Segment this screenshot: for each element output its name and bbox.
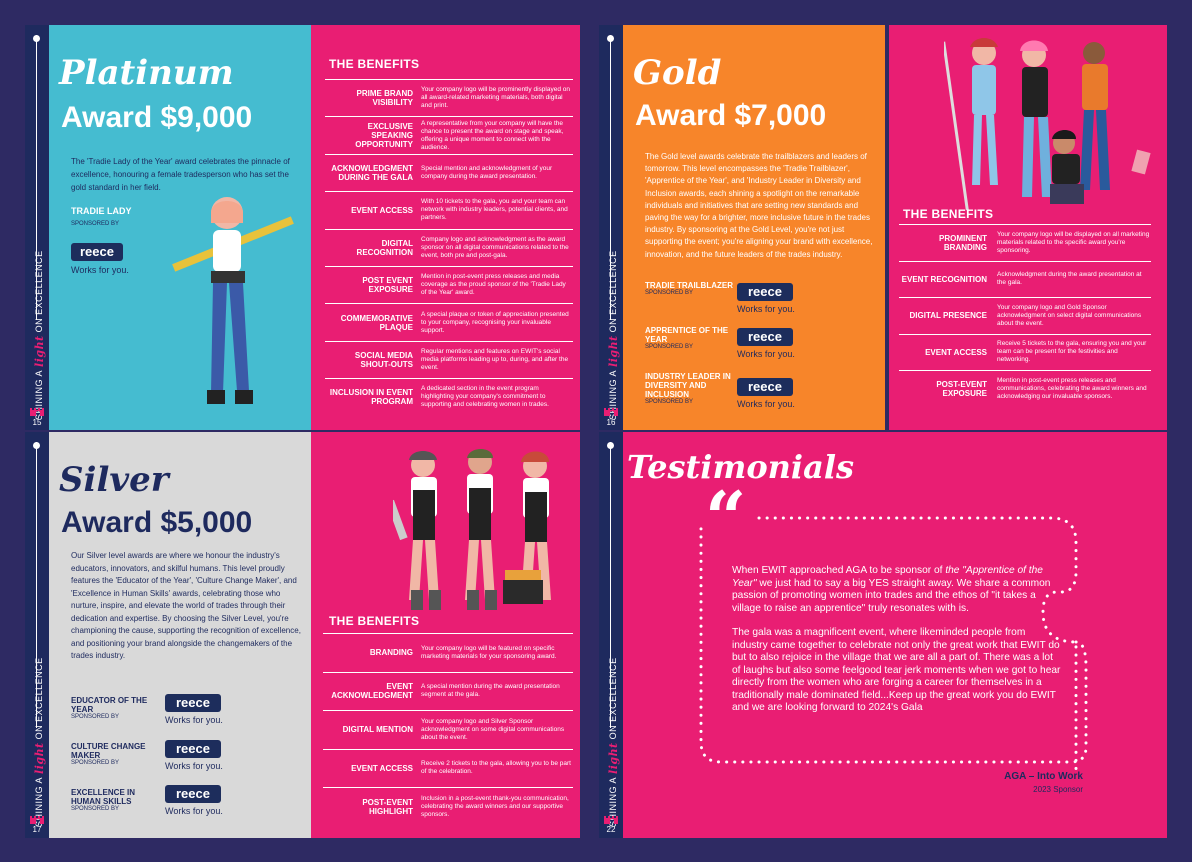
benefit-row bbox=[325, 378, 573, 415]
sponsor-category: INDUSTRY LEADER IN DIVERSITY AND INCLUSION SPONSORED BY bbox=[645, 372, 731, 405]
benefits-title: THE BENEFITS bbox=[329, 614, 420, 628]
platinum-benefits-panel bbox=[311, 25, 580, 430]
benefit-row bbox=[325, 266, 573, 303]
page-spine bbox=[599, 432, 623, 838]
tier-title: Silver bbox=[59, 460, 169, 500]
reece-logo: reece bbox=[71, 243, 123, 261]
benefit-row bbox=[899, 297, 1151, 334]
benefit-label: PROMINENT BRANDING bbox=[939, 233, 987, 252]
spine-dot bbox=[33, 35, 40, 42]
page-gold bbox=[599, 25, 1167, 430]
benefit-label: EVENT ACCESS bbox=[351, 205, 413, 215]
benefit-label: EVENT ACCESS bbox=[925, 347, 987, 357]
silver-intro-panel bbox=[49, 432, 311, 838]
benefit-description: Your company logo will be featured on specific marketing materials for your sponsoring award. bbox=[421, 644, 557, 660]
benefits-title: THE BENEFITS bbox=[903, 207, 994, 221]
quote-mark-icon: “ bbox=[705, 475, 747, 560]
reece-tagline: Works for you. bbox=[165, 715, 223, 725]
benefit-row bbox=[323, 749, 573, 788]
reece-tagline: Works for you. bbox=[737, 349, 795, 359]
castle-icon bbox=[603, 813, 619, 824]
spine-slogan: SHINING A light ON EXCELLENCE bbox=[32, 250, 46, 420]
reece-logo: reece bbox=[737, 283, 793, 301]
page-spine bbox=[25, 432, 49, 838]
benefit-description: Receive 2 tickets to the gala, allowing you to be part of the celebration. bbox=[421, 760, 571, 776]
spine-slogan: SHINING A light ON EXCELLENCE bbox=[606, 250, 620, 420]
benefit-description: Mention in post-event press releases and media coverage as the proud sponsor of the 'Tradie Lady of the Year' award. bbox=[421, 273, 566, 297]
spine-dot bbox=[607, 442, 614, 449]
benefit-label: EXCLUSIVE SPEAKING OPPORTUNITY bbox=[355, 122, 413, 150]
spine-slogan: SHINING A light ON EXCELLENCE bbox=[606, 657, 620, 827]
testimonial-paragraph-2: The gala was a magnificent event, where likeminded people from industry came together to celebrate not only the great work that EWIT do but to also rejoice in the village that we are all a part of. There was a lot of laughs but also some feelgood tear jerk moments when we got to hear directly from the women who are forging a career for themselves in a traditionally male dominated field...Keep up the great work you do EWIT and we are looking forward to 2024's Gala bbox=[732, 627, 1061, 713]
sponsor-category: EDUCATOR OF THE YEAR SPONSORED BY bbox=[71, 696, 148, 720]
benefit-row bbox=[325, 341, 573, 378]
benefit-label: ACKNOWLEDGMENT DURING THE GALA bbox=[331, 163, 413, 182]
benefit-row bbox=[325, 303, 573, 340]
sponsor-category: TRADIE TRAILBLAZER SPONSORED BY bbox=[645, 281, 733, 296]
benefit-description: Your company logo will be prominently displayed on all award-related marketing materials, both digital and print. bbox=[421, 86, 570, 110]
benefit-label: EVENT ACCESS bbox=[351, 763, 413, 773]
benefit-description: Acknowledgment during the award presentation at the gala. bbox=[997, 271, 1142, 287]
sponsor-category: TRADIE LADY SPONSORED BY bbox=[71, 206, 132, 227]
benefit-label: DIGITAL RECOGNITION bbox=[356, 238, 413, 257]
page-number: 15 bbox=[32, 418, 42, 427]
benefit-description: Inclusion in a post-event thank-you communication, celebrating the award winners and our supportive sponsors. bbox=[421, 794, 569, 818]
benefit-label: POST EVENT EXPOSURE bbox=[362, 276, 413, 295]
benefit-description: A dedicated section in the event program highlighting your company's commitment to supporting and celebrating women in trades. bbox=[421, 385, 549, 409]
reece-logo: reece bbox=[165, 785, 221, 803]
platinum-intro-panel bbox=[49, 25, 311, 430]
benefit-row bbox=[899, 261, 1151, 298]
benefit-description: Your company logo will be displayed on all marketing materials related to the specific award you're sponsoring. bbox=[997, 230, 1150, 254]
page-spine bbox=[599, 25, 623, 430]
benefit-label: POST-EVENT HIGHLIGHT bbox=[362, 797, 413, 816]
reece-tagline: Works for you. bbox=[737, 304, 795, 314]
benefit-description: Mention in post-event press releases and communications, celebrating the award winners and acknowledging our invaluable sponsors. bbox=[997, 376, 1147, 400]
sponsor-category: CULTURE CHANGE MAKER SPONSORED BY bbox=[71, 742, 146, 766]
castle-icon bbox=[29, 813, 45, 824]
award-amount: Award $5,000 bbox=[61, 506, 253, 539]
page-number: 22 bbox=[606, 825, 616, 834]
page-platinum bbox=[25, 25, 580, 430]
benefit-label: DIGITAL PRESENCE bbox=[909, 311, 987, 321]
gold-intro-panel bbox=[623, 25, 885, 430]
benefit-row bbox=[325, 154, 573, 191]
benefits-title: THE BENEFITS bbox=[329, 57, 420, 71]
benefit-description: Special mention and acknowledgment of your company during the award presentation. bbox=[421, 164, 553, 180]
sponsor-category: EXCELLENCE IN HUMAN SKILLS SPONSORED BY bbox=[71, 788, 136, 812]
benefit-row bbox=[899, 224, 1151, 261]
page-number: 16 bbox=[606, 418, 616, 427]
gold-benefits-panel bbox=[889, 25, 1167, 430]
benefit-label: POST-EVENT EXPOSURE bbox=[936, 379, 987, 398]
testimonial-paragraph-1: When EWIT approached AGA to be sponsor of the "Apprentice of the Year" we just had to say a big YES straight away. We share a common passion of promoting women into trades and the ethos of "it takes a village to raise an apprentice" truly resonates with is. bbox=[732, 565, 1051, 614]
testimonial-author-role: 2023 Sponsor bbox=[1033, 785, 1083, 794]
page-number: 17 bbox=[32, 825, 42, 834]
benefit-row bbox=[325, 116, 573, 153]
benefit-row bbox=[323, 710, 573, 749]
castle-icon bbox=[29, 405, 45, 416]
benefit-description: Regular mentions and features on EWIT's social media platforms leading up to, during, and after the event. bbox=[421, 347, 569, 371]
benefit-label: EVENT ACKNOWLEDGMENT bbox=[331, 682, 413, 701]
benefit-description: A special mention during the award presentation segment at the gala. bbox=[421, 683, 560, 699]
reece-tagline: Works for you. bbox=[165, 761, 223, 771]
benefit-description: Your company logo and Silver Sponsor acknowledgment on some digital communications about the event. bbox=[421, 717, 565, 741]
page-silver bbox=[25, 432, 580, 838]
benefit-label: PRIME BRAND VISIBILITY bbox=[356, 89, 413, 108]
benefit-label: DIGITAL MENTION bbox=[342, 725, 413, 735]
silver-benefits-panel bbox=[311, 432, 580, 838]
benefit-description: Company logo and acknowledgment as the award sponsor on all digital communications related to the event, both pre and post-gala. bbox=[421, 235, 569, 259]
reece-logo: reece bbox=[737, 328, 793, 346]
benefit-row bbox=[323, 787, 573, 826]
plumbers-group-illustration bbox=[393, 440, 568, 620]
sponsor-category: APPRENTICE OF THE YEAR SPONSORED BY bbox=[645, 326, 729, 350]
castle-icon bbox=[603, 405, 619, 416]
benefit-label: COMMEMORATIVE PLAQUE bbox=[340, 313, 413, 332]
reece-logo: reece bbox=[165, 740, 221, 758]
reece-logo: reece bbox=[737, 378, 793, 396]
intro-text: Our Silver level awards are where we honour the industry's educators, innovators, and skilful humans. This level proudly features the 'Educator of the Year', 'Culture Change Maker', and 'Excellence in Human Skills' awards, celebrating those who nurture, inspire, and elevate the world of trades through their dedication and expertise. By choosing the Silver Level, you're championing the cause, supporting the recognition of excellence, and positioning your brand alongside the changemakers of the trades industry. bbox=[71, 551, 301, 660]
benefit-row bbox=[325, 191, 573, 228]
benefit-description: A representative from your company will have the chance to present the award on stage and speak, offering a unique moment to connect with the audience. bbox=[421, 119, 564, 151]
benefit-row bbox=[899, 370, 1151, 407]
benefit-row bbox=[325, 79, 573, 116]
benefit-label: SOCIAL MEDIA SHOUT-OUTS bbox=[354, 350, 413, 369]
testimonials-title: Testimonials bbox=[627, 448, 854, 486]
benefit-label: EVENT RECOGNITION bbox=[901, 274, 987, 284]
award-amount: Award $7,000 bbox=[635, 99, 827, 132]
spine-dot bbox=[33, 442, 40, 449]
intro-text: The Gold level awards celebrate the trailblazers and leaders of tomorrow. This level encompasses the 'Tradie Trailblazer', 'Apprentice of the Year', and 'Industry Leader in Diversity and Inclusion awards, each shining a spotlight on the remarkable individuals and initiatives that are setting new standards and paving the way for a brighter, more inclusive future in the trades industry. By sponsoring at the Gold Level, you're not just supporting the event; you're aligning your brand with excellence, innovation, and the future leaders of the trades industry. bbox=[645, 152, 873, 259]
tradie-lady-illustration bbox=[167, 185, 302, 430]
intro-text: The 'Tradie Lady of the Year' award celebrates the pinnacle of excellence, honouring a female tradesperson who has set the gold standard in her field. bbox=[71, 157, 290, 192]
benefit-row bbox=[323, 633, 573, 672]
benefit-description: A special plaque or token of appreciation presented to your company, recognising your invaluable support. bbox=[421, 310, 569, 334]
spine-slogan: SHINING A light ON EXCELLENCE bbox=[32, 657, 46, 827]
benefit-description: Your company logo and Gold Sponsor acknowledgment on select digital communications about the event. bbox=[997, 303, 1142, 327]
reece-tagline: Works for you. bbox=[165, 806, 223, 816]
page-spine bbox=[25, 25, 49, 430]
tier-title: Platinum bbox=[59, 53, 234, 93]
reece-logo: reece bbox=[165, 694, 221, 712]
benefit-label: BRANDING bbox=[369, 648, 413, 658]
benefit-description: Receive 5 tickets to the gala, ensuring you and your team can be present for the festivities and networking. bbox=[997, 340, 1147, 364]
reece-tagline: Works for you. bbox=[737, 399, 795, 409]
spine-dot bbox=[607, 35, 614, 42]
reece-tagline: Works for you. bbox=[71, 265, 129, 275]
page-testimonials bbox=[599, 432, 1167, 838]
benefit-row bbox=[899, 334, 1151, 371]
benefit-label: INCLUSION IN EVENT PROGRAM bbox=[329, 388, 413, 407]
benefit-row bbox=[323, 672, 573, 711]
testimonial-author: AGA – Into Work bbox=[1004, 771, 1083, 782]
benefit-description: With 10 tickets to the gala, you and your team can network with industry leaders, potential clients, and partners. bbox=[421, 198, 568, 222]
testimonial-body bbox=[732, 565, 1062, 715]
tier-title: Gold bbox=[633, 53, 722, 93]
benefit-row bbox=[325, 229, 573, 266]
tradies-group-illustration bbox=[944, 31, 1154, 221]
award-amount: Award $9,000 bbox=[61, 101, 253, 134]
